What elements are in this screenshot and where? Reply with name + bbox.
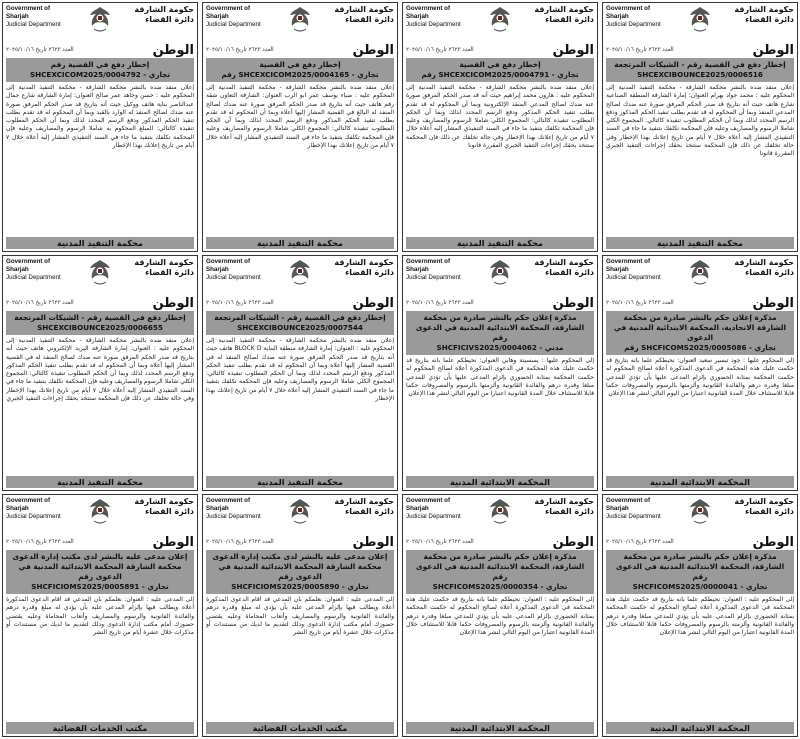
sharjah-emblem-icon xyxy=(86,5,114,35)
gov-ar: حكومة الشارقة xyxy=(134,497,194,506)
header-english xyxy=(6,5,72,29)
gov-en: Government of Sharjah xyxy=(406,497,451,512)
dept-ar: دائرة القضاء xyxy=(545,268,594,277)
case-number: رقم SHCEXCICOM2025/0004165 - تجاري xyxy=(221,70,379,79)
gov-en: Government of Sharjah xyxy=(606,258,651,273)
sharjah-emblem-icon xyxy=(686,497,714,527)
notice-title xyxy=(206,311,394,335)
gov-en: Government of Sharjah xyxy=(406,5,451,20)
court-notice xyxy=(402,2,598,252)
notice-footer: محكمة التنفيذ المدنية xyxy=(406,237,594,249)
sharjah-emblem-icon xyxy=(286,497,314,527)
title-arabic: إخطار دفع في القضية رقم - الشيكات المرتجعة xyxy=(614,60,786,69)
sharjah-emblem-icon xyxy=(686,258,714,288)
notice-title xyxy=(206,58,394,82)
dept-ar: دائرة القضاء xyxy=(745,268,794,277)
dept-en: Judicial Department xyxy=(406,21,461,28)
meta-row xyxy=(206,296,394,310)
meta-row xyxy=(406,296,594,310)
title-arabic: إعلان مدعى عليه بالنشر لدى مكتب إدارة الدعوى محكمة الشارقة المحكمة الابتدائية المدنية في الدعوى رقم xyxy=(12,552,188,581)
notice-body: إعلان منفذ ضده بالنشر محكمة الشارقة - محكمة التنفيذ المدنية إلى المحكوم عليه : العنوان: إمارة الشارقة البريد الإلكتروني هاتف حيث أنه بتاريخ قد صدر الحكم المرفق صورة عنه ضدك لصالح المنفذ له في القضية المشار إليها أعلاه وبما أن المحكوم له قد تقدم بطلب تنفيذ الحكم المذكور ودفع الرسم المحدد لذلك وبما أن الحكم المطلوب تنفيذه كالتالي: المجموع الكلي شاملا الرسوم والمصاريف وعليه فإن المحكمة تكلفك بتنفيذ ما جاء في السند التنفيذي المشار إليه أعلاه خلال ٧ أيام من تاريخ إعلانك بهذا الإخطار وفي حالة تخلفك عن ذلك فإن المحكمة ستتخذ بحقك إجراءات التنفيذ الجبري xyxy=(6,337,194,403)
header-arabic xyxy=(528,5,594,25)
notice-body: إلى المحكوم عليه : العنوان: نحيطكم علما بأنه بتاريخ قد حكمت عليك هذه المحكمة في الدعوى المذكورة أعلاه لصالح المحكوم له حكمت المحكمة بمثابة الحضوري بإلزام المدعى عليه بأن يؤدي للمدعي مبلغا وقدره درهم والفائدة القانونية وألزمته بالرسوم والمصروفات حكما قابلا للاستئناف خلال المدة القانونية اعتبارا من اليوم التالي لنشر هذا الإعلان xyxy=(406,596,594,637)
court-notice xyxy=(202,494,398,737)
notice-footer: محكمة التنفيذ المدنية xyxy=(6,237,194,249)
dept-en: Judicial Department xyxy=(406,274,461,281)
meta-row xyxy=(206,43,394,57)
notice-header xyxy=(206,5,394,43)
gov-en: Government of Sharjah xyxy=(606,497,651,512)
notice-footer: مكتب الخدمات القضائية xyxy=(206,722,394,734)
notice-body: إلى المحكوم عليه : العنوان: نحيطكم علما بأنه بتاريخ قد حكمت عليك هذه المحكمة في الدعوى المذكورة أعلاه لصالح المحكوم له حكمت المحكمة بمثابة الحضوري بإلزام المدعى عليه بأن يؤدي للمدعي مبلغا وقدره درهم والفائدة القانونية وألزمته بالرسوم والمصروفات حكما قابلا للاستئناف خلال المدة القانونية اعتبارا من اليوم التالي لنشر هذا الإعلان xyxy=(606,596,794,637)
gov-ar: حكومة الشارقة xyxy=(134,5,194,14)
dept-ar: دائرة القضاء xyxy=(545,15,594,24)
notice-title xyxy=(6,58,194,82)
court-notice xyxy=(2,494,198,737)
court-notice xyxy=(202,2,398,252)
court-notice xyxy=(602,255,798,491)
header-english xyxy=(406,5,472,29)
issue-meta: العدد ٢٦٢٣ تاريخ ٢٠٢٥/١٠/١٦ xyxy=(406,539,474,545)
dept-en: Judicial Department xyxy=(206,513,261,520)
issue-meta: العدد ٢٦٢٣ تاريخ ٢٠٢٥/١٠/١٦ xyxy=(606,300,674,306)
gov-ar: حكومة الشارقة xyxy=(534,5,594,14)
header-english xyxy=(6,258,72,282)
newspaper-name: الوطن xyxy=(152,295,194,311)
notice-footer: محكمة التنفيذ المدنية xyxy=(206,476,394,488)
court-notice xyxy=(402,494,598,737)
meta-row xyxy=(606,535,794,549)
newspaper-name: الوطن xyxy=(152,42,194,58)
notice-title xyxy=(606,550,794,594)
notice-body: إعلان منفذ ضده بالنشر محكمة الشارقة - محكمة التنفيذ المدنية إلى المحكوم عليه : العنوان: إمارة الشارقة منطقة البناية BLOCK D هاتف حيث أنه بتاريخ قد صدر الحكم المرفق صورة عنه ضدك لصالح المنفذ له في القضية المشار إليها أعلاه وبما أن المحكوم له قد تقدم بطلب تنفيذ الحكم المذكور ودفع الرسم المحدد لذلك وبما أن الحكم المطلوب تنفيذه كالتالي: المجموع الكلي شاملا الرسوم والمصاريف وعليه فإن المحكمة تكلفك بتنفيذ ما جاء في السند التنفيذي المشار إليه أعلاه خلال ٧ أيام من تاريخ إعلانك بهذا الإخطار xyxy=(206,337,394,403)
header-arabic xyxy=(728,497,794,517)
notice-header xyxy=(6,5,194,43)
meta-row xyxy=(206,535,394,549)
case-number: SHCEXCIBOUNCE2025/0006516 xyxy=(637,70,763,79)
meta-row xyxy=(406,43,594,57)
court-notice xyxy=(2,2,198,252)
newspaper-name: الوطن xyxy=(552,534,594,550)
newspaper-name: الوطن xyxy=(752,42,794,58)
newspaper-name: الوطن xyxy=(752,534,794,550)
gov-en: Government of Sharjah xyxy=(6,497,51,512)
case-number: SHCEXCIBOUNCE2025/0007544 xyxy=(237,323,363,332)
gov-ar: حكومة الشارقة xyxy=(534,497,594,506)
notice-body: إلى المحكوم عليها : يسسيتة وهابي العنوان: نحيطكم علما بأنه بتاريخ قد حكمت عليك هذه المحكمة في الدعوى المذكورة أعلاه لصالح المحكوم له حكمت المحكمة بمثابة الحضوري بإلزام المدعى عليها بأن تؤدي للمدعي مبلغا وقدره درهم والفائدة القانونية وألزمتها بالرسوم والمصروفات حكما قابلا للاستئناف خلال المدة القانونية اعتبارا من اليوم التالي لنشر هذا الإعلان xyxy=(406,357,594,398)
notice-header xyxy=(406,497,594,535)
meta-row xyxy=(606,43,794,57)
dept-ar: دائرة القضاء xyxy=(145,507,194,516)
notice-title xyxy=(6,311,194,335)
newspaper-name: الوطن xyxy=(352,534,394,550)
court-notice xyxy=(2,255,198,491)
gov-en: Government of Sharjah xyxy=(406,258,451,273)
header-arabic xyxy=(728,5,794,25)
case-number: رقم SHCFICOMS2025/0005086 - تجاري xyxy=(624,343,776,352)
notice-title xyxy=(606,311,794,355)
sharjah-emblem-icon xyxy=(486,497,514,527)
dept-en: Judicial Department xyxy=(6,274,61,281)
newspaper-name: الوطن xyxy=(552,295,594,311)
dept-ar: دائرة القضاء xyxy=(345,15,394,24)
notice-header xyxy=(6,258,194,296)
sharjah-emblem-icon xyxy=(686,5,714,35)
notice-header xyxy=(206,258,394,296)
header-english xyxy=(206,497,272,521)
gov-en: Government of Sharjah xyxy=(206,258,251,273)
notice-footer: مكتب الخدمات القضائية xyxy=(6,722,194,734)
title-arabic: إعلان مدعى عليه بالنشر لدى مكتب إدارة الدعوى محكمة الشارقة المحكمة الابتدائية المدنية في الدعوى رقم xyxy=(212,552,388,581)
header-english xyxy=(6,497,72,521)
dept-en: Judicial Department xyxy=(406,513,461,520)
issue-meta: العدد ٢٦٢٣ تاريخ ٢٠٢٥/١٠/١٦ xyxy=(406,300,474,306)
case-number: SHCFICOMS2025/0000041 - تجاري xyxy=(632,582,768,591)
dept-en: Judicial Department xyxy=(606,513,661,520)
gov-ar: حكومة الشارقة xyxy=(734,497,794,506)
gov-en: Government of Sharjah xyxy=(206,5,251,20)
notice-header xyxy=(206,497,394,535)
header-arabic xyxy=(328,497,394,517)
gov-ar: حكومة الشارقة xyxy=(134,258,194,267)
issue-meta: العدد ٢٦٢٣ تاريخ ٢٠٢٥/١٠/١٦ xyxy=(206,47,274,53)
gov-ar: حكومة الشارقة xyxy=(334,5,394,14)
title-arabic: إخطار دفع في القضية xyxy=(259,60,341,69)
sharjah-emblem-icon xyxy=(86,497,114,527)
sharjah-emblem-icon xyxy=(286,5,314,35)
dept-en: Judicial Department xyxy=(206,21,261,28)
header-english xyxy=(406,497,472,521)
notice-footer: محكمة التنفيذ المدنية xyxy=(206,237,394,249)
header-arabic xyxy=(328,5,394,25)
issue-meta: العدد ٢٦٢٣ تاريخ ٢٠٢٥/١٠/١٦ xyxy=(606,539,674,545)
court-notice xyxy=(602,494,798,737)
case-number: SHCEXCICOM2025/0004792 - تجاري xyxy=(29,70,171,79)
case-number: SHCEXCIBOUNCE2025/0006655 xyxy=(37,323,163,332)
dept-ar: دائرة القضاء xyxy=(545,507,594,516)
sharjah-emblem-icon xyxy=(486,5,514,35)
notice-header xyxy=(606,5,794,43)
issue-meta: العدد ٢٦٢٣ تاريخ ٢٠٢٥/١٠/١٦ xyxy=(206,539,274,545)
gov-en: Government of Sharjah xyxy=(606,5,651,20)
notice-footer: المحكمة الابتدائية المدنية xyxy=(606,722,794,734)
gov-en: Government of Sharjah xyxy=(206,497,251,512)
header-english xyxy=(206,5,272,29)
header-arabic xyxy=(328,258,394,278)
case-number: رقم SHCEXCICOM2025/0004791 - تجاري xyxy=(421,70,579,79)
header-english xyxy=(606,497,672,521)
issue-meta: العدد ٢٦٢٣ تاريخ ٢٠٢٥/١٠/١٦ xyxy=(206,300,274,306)
sharjah-emblem-icon xyxy=(86,258,114,288)
notice-title xyxy=(406,58,594,82)
notice-footer: محكمة التنفيذ المدنية xyxy=(606,237,794,249)
notice-body: إعلان منفذ ضده بالنشر محكمة الشارقة - محكمة التنفيذ المدنية إلى المحكوم عليه : هارون محمد إبراهيم حيث أنه قد صدر الحكم المرفق صورة عنه ضدك لصالح المدعي المنفذ الإلكترونية وبما أن المحكوم له قد تقدم بطلب تنفيذ الحكم المذكور ودفع الرسم المحدد لذلك وبما أن الحكم المطلوب تنفيذه كالتالي: المجموع الكلي شاملا الرسوم والمصاريف وعليه فإن المحكمة تكلفك بتنفيذ ما جاء في السند التنفيذي المشار إليه أعلاه خلال ٧ أيام من تاريخ إعلانك بهذا الإخطار وفي حالة تخلفك عن ذلك فإن المحكمة ستتخذ بحقك إجراءات التنفيذ الجبري المقررة قانونا xyxy=(406,84,594,150)
notice-body: إعلان منفذ ضده بالنشر محكمة الشارقة - محكمة التنفيذ المدنية إلى المحكوم عليه : محمد جواد بهرام العنوان: إمارة الشارقة المنطقة الصناعية شارع هاتف حيث أنه بتاريخ قد صدر الحكم المرفق صورة عنه ضدك لصالح المدعي المنفذ وبما أن المحكوم له قد تقدم بطلب تنفيذ الحكم المذكور ودفع الرسم المحدد لذلك وبما أن الحكم المطلوب تنفيذه كالتالي: المجموع الكلي شاملا الرسوم والمصاريف وعليه فإن المحكمة تكلفك بتنفيذ ما جاء في السند التنفيذي المشار إليه أعلاه خلال ٧ أيام من تاريخ إعلانك بهذا الإخطار وفي حالة تخلفك عن ذلك فإن المحكمة ستتخذ بحقك إجراءات التنفيذ الجبري المقررة قانونا xyxy=(606,84,794,158)
notice-header xyxy=(406,5,594,43)
notice-footer: المحكمة الابتدائية المدنية xyxy=(606,476,794,488)
notice-title xyxy=(406,550,594,594)
title-arabic: إخطار دفع في القضية رقم xyxy=(50,60,150,69)
gov-ar: حكومة الشارقة xyxy=(734,258,794,267)
notice-body: إلى المحكوم عليها : جود تيسير سعيد العنوان: نحيطكم علما بأنه بتاريخ قد حكمت عليك هذه المحكمة في الدعوى المذكورة أعلاه لصالح المحكوم له حكمت المحكمة بمثابة الحضوري بإلزام المدعى عليها بأن تؤدي للمدعي مبلغا وقدره درهم والفائدة القانونية وألزمتها بالرسوم والمصروفات حكما قابلا للاستئناف خلال المدة القانونية اعتبارا من اليوم التالي لنشر هذا الإعلان xyxy=(606,357,794,398)
notice-body: إلى المدعى عليه : العنوان: نعلمكم بأن المدعي قد أقام الدعوى المذكورة أعلاه ويطالب فيها بإلزام المدعى عليه بأن يؤدي له مبلغ وقدره درهم والفائدة القانونية والرسوم والمصاريف وأتعاب المحاماة وعليه يقتضي حضورك أمام مكتب إدارة الدعوى وذلك لتقديم ما لديك من مستندات أو مذكرات خلال عشرة أيام من تاريخ النشر xyxy=(6,596,194,637)
dept-en: Judicial Department xyxy=(6,21,61,28)
newspaper-name: الوطن xyxy=(152,534,194,550)
header-arabic xyxy=(728,258,794,278)
notice-title xyxy=(206,550,394,594)
case-number: SHCFICOMS2025/0000354 - تجاري xyxy=(432,582,568,591)
notices-grid xyxy=(2,2,798,737)
notice-body: إلى المدعى عليه : العنوان: نعلمكم بأن المدعي قد أقام الدعوى المذكورة أعلاه ويطالب فيها بإلزام المدعى عليه بأن يؤدي له مبلغ وقدره درهم والفائدة القانونية والرسوم والمصاريف وأتعاب المحاماة وعليه يقتضي حضورك أمام مكتب إدارة الدعوى وذلك لتقديم ما لديك من مستندات أو مذكرات خلال عشرة أيام من تاريخ النشر xyxy=(206,596,394,637)
dept-en: Judicial Department xyxy=(606,21,661,28)
dept-ar: دائرة القضاء xyxy=(145,15,194,24)
notice-title xyxy=(406,311,594,355)
dept-en: Judicial Department xyxy=(6,513,61,520)
court-notice xyxy=(402,255,598,491)
court-notice xyxy=(602,2,798,252)
gov-en: Government of Sharjah xyxy=(6,258,51,273)
dept-ar: دائرة القضاء xyxy=(745,15,794,24)
gov-ar: حكومة الشارقة xyxy=(734,5,794,14)
meta-row xyxy=(6,43,194,57)
meta-row xyxy=(606,296,794,310)
header-english xyxy=(406,258,472,282)
gov-ar: حكومة الشارقة xyxy=(334,497,394,506)
newspaper-name: الوطن xyxy=(752,295,794,311)
notice-body: إعلان منفذ ضده بالنشر محكمة الشارقة - محكمة التنفيذ المدنية إلى المحكوم عليه : ضياء يوسف عمر ابو الرب العنوان: الشارقة التعاون شقة رقم هاتف حيث أنه بتاريخ قد صدر الحكم المرفق صورة عنه ضدك لصالح المنفذ له البالغ في القضية المشار إليها أعلاه وبما أن المحكوم له قد تقدم بطلب تنفيذ الحكم المذكور ودفع الرسم المحدد لذلك وبما أن الحكم المطلوب تنفيذه كالتالي: المجموع الكلي شاملا الرسوم والمصاريف وعليه فإن المحكمة تكلفك بتنفيذ ما جاء في السند التنفيذي المشار إليه أعلاه خلال ٧ أيام من تاريخ إعلانك بهذا الإخطار xyxy=(206,84,394,150)
title-arabic: مذكرة إعلان حكم بالنشر صادرة من محكمة الشارقة، المحكمة الابتدائية المدنية في الدعوى رقم xyxy=(415,552,585,581)
dept-ar: دائرة القضاء xyxy=(745,507,794,516)
newspaper-name: الوطن xyxy=(352,295,394,311)
header-english xyxy=(606,5,672,29)
newspaper-name: الوطن xyxy=(552,42,594,58)
dept-ar: دائرة القضاء xyxy=(345,268,394,277)
header-english xyxy=(606,258,672,282)
newspaper-name: الوطن xyxy=(352,42,394,58)
meta-row xyxy=(6,296,194,310)
header-arabic xyxy=(528,258,594,278)
case-number: SHCFICIVS2025/0004062 - مدني xyxy=(436,343,564,352)
notice-header xyxy=(6,497,194,535)
notice-footer: المحكمة الابتدائية المدنية xyxy=(406,722,594,734)
gov-ar: حكومة الشارقة xyxy=(534,258,594,267)
title-arabic: مذكرة إعلان حكم بالنشر صادرة من محكمة الشارقة، المحكمة الابتدائية المدنية في الدعوى رقم xyxy=(415,313,585,342)
notice-title xyxy=(606,58,794,82)
title-arabic: إخطار دفع في القضية رقم - الشيكات المرتجعة xyxy=(14,313,186,322)
case-number: SHCFICIOMS2025/0005890 - تجاري xyxy=(231,582,369,591)
meta-row xyxy=(406,535,594,549)
issue-meta: العدد ٢٦٢٣ تاريخ ٢٠٢٥/١٠/١٦ xyxy=(6,300,74,306)
title-arabic: إخطار دفع في القضية xyxy=(459,60,541,69)
title-arabic: إخطار دفع في القضية رقم - الشيكات المرتجعة xyxy=(214,313,386,322)
notice-footer: المحكمة الابتدائية المدنية xyxy=(406,476,594,488)
gov-ar: حكومة الشارقة xyxy=(334,258,394,267)
notice-header xyxy=(606,258,794,296)
court-notice xyxy=(202,255,398,491)
header-english xyxy=(206,258,272,282)
notice-footer: محكمة التنفيذ المدنية xyxy=(6,476,194,488)
header-arabic xyxy=(128,5,194,25)
issue-meta: العدد ٢٦٢٣ تاريخ ٢٠٢٥/١٠/١٦ xyxy=(6,539,74,545)
title-arabic: مذكرة إعلان حكم بالنشر صادرة من محكمة الشارقة، المحكمة الابتدائية المدنية في الدعوى رقم xyxy=(615,552,785,581)
header-arabic xyxy=(528,497,594,517)
dept-en: Judicial Department xyxy=(606,274,661,281)
dept-ar: دائرة القضاء xyxy=(345,507,394,516)
notice-title xyxy=(6,550,194,594)
sharjah-emblem-icon xyxy=(286,258,314,288)
title-arabic: مذكرة إعلان حكم بالنشر صادرة من محكمة الشارقة الاتحادية، المحكمة الابتدائية المدنية في الدعوى xyxy=(613,313,787,342)
notice-header xyxy=(406,258,594,296)
issue-meta: العدد ٢٦٢٣ تاريخ ٢٠٢٥/١٠/١٦ xyxy=(606,47,674,53)
dept-en: Judicial Department xyxy=(206,274,261,281)
notice-header xyxy=(606,497,794,535)
header-arabic xyxy=(128,497,194,517)
issue-meta: العدد ٢٦٢٣ تاريخ ٢٠٢٥/١٠/١٦ xyxy=(406,47,474,53)
issue-meta: العدد ٢٦٢٣ تاريخ ٢٠٢٥/١٠/١٦ xyxy=(6,47,74,53)
case-number: SHCFICIOMS2025/0005891 - تجاري xyxy=(31,582,169,591)
dept-ar: دائرة القضاء xyxy=(145,268,194,277)
sharjah-emblem-icon xyxy=(486,258,514,288)
notice-body: إعلان منفذ ضده بالنشر محكمة الشارقة - محكمة التنفيذ المدنية إلى المحكوم عليه : حسن وجاهد عمر صالح العنوان: إمارة الشارقة شارع جمال عبدالناصر بناية هاتف ووكيل حيث أنه بتاريخ قد صدر الحكم المرفق صورة عنه ضدك لصالح المنفذ له الوارد بالقيد وبما أن المحكوم له قد تقدم بطلب تنفيذ الحكم المذكور ودفع الرسم المحدد لذلك وبما أن الحكم المطلوب تنفيذه كالتالي: المبلغ المحكوم به شاملا الرسوم والمصاريف وعليه فإن المحكمة تكلفك بتنفيذ ما جاء في السند التنفيذي المشار إليه أعلاه خلال ٧ أيام من تاريخ إعلانك بهذا الإخطار xyxy=(6,84,194,150)
gov-en: Government of Sharjah xyxy=(6,5,51,20)
header-arabic xyxy=(128,258,194,278)
meta-row xyxy=(6,535,194,549)
